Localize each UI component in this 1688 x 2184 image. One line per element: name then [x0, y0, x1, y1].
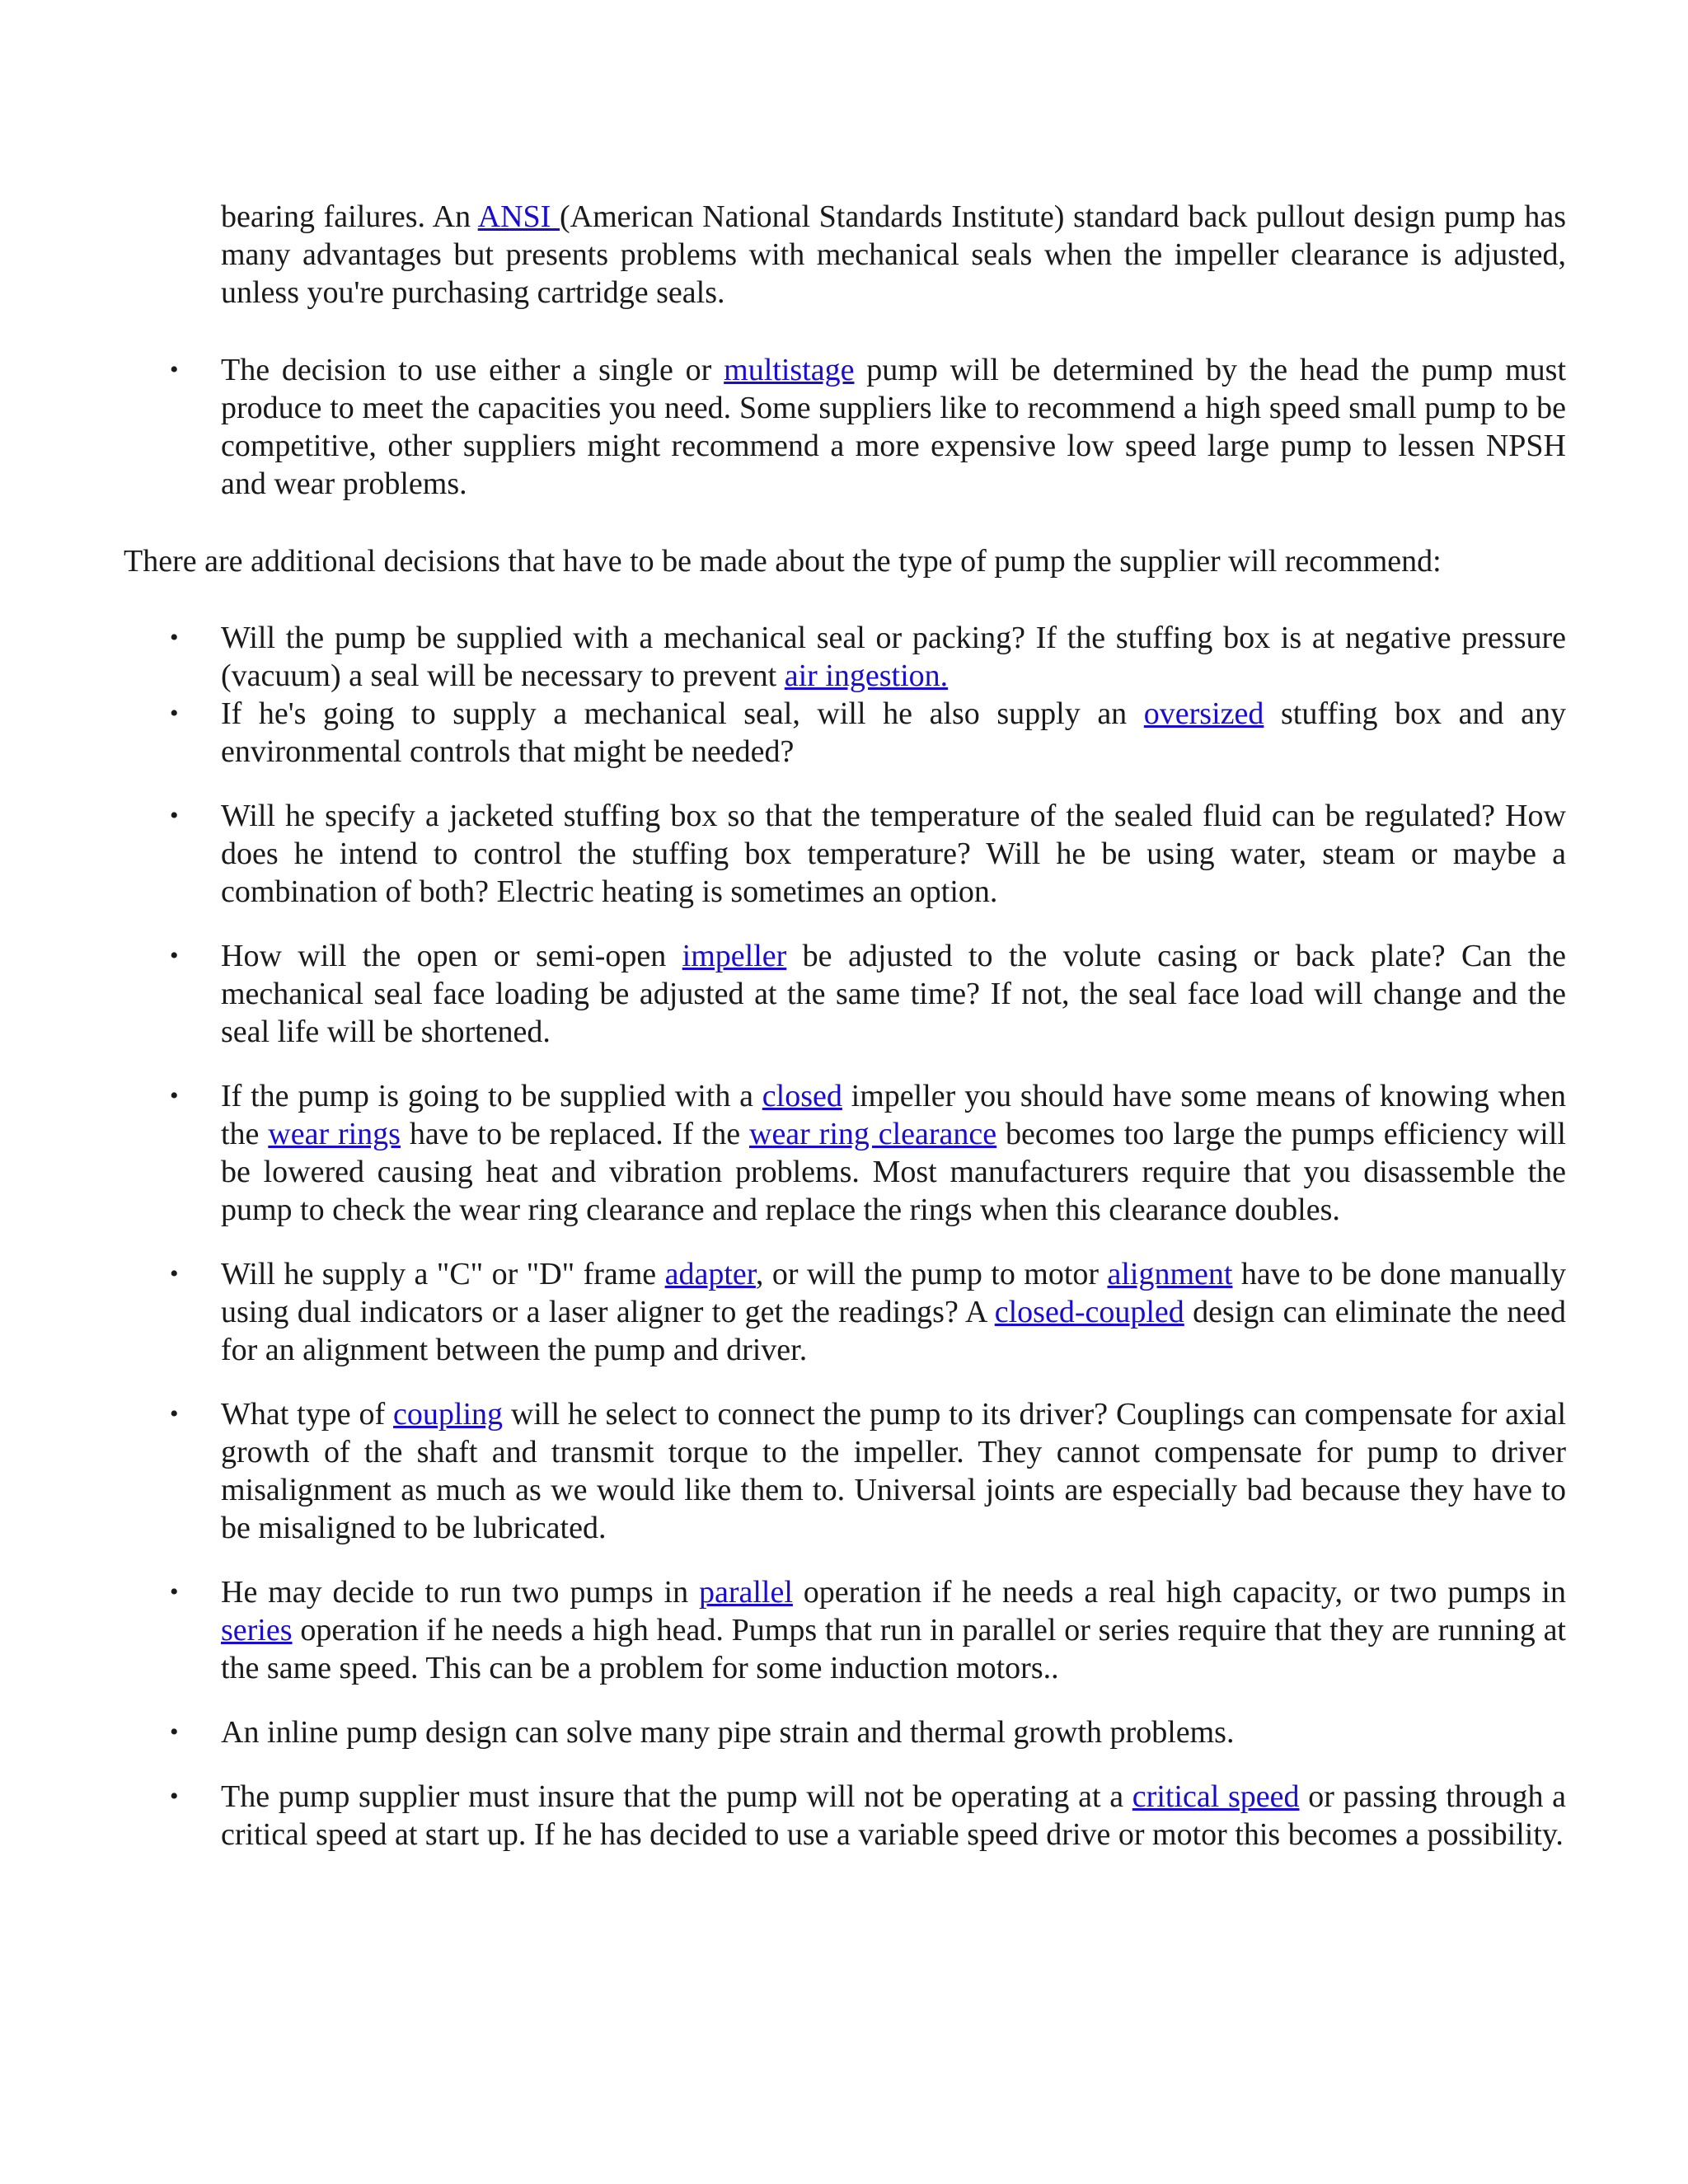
link-alignment[interactable]: alignment — [1107, 1257, 1233, 1291]
list-item-seal-or-packing — [124, 619, 1566, 695]
link-coupling[interactable]: coupling — [393, 1397, 504, 1432]
link-ansi[interactable]: ANSI — [477, 199, 560, 234]
text-segment: The pump supplier must insure that the pump will not be operating at a — [221, 1779, 1132, 1814]
link-critical-speed[interactable]: critical speed — [1132, 1779, 1300, 1814]
list-item-impeller — [124, 937, 1566, 1051]
text-segment: What type of — [221, 1397, 394, 1432]
text-segment: becomes too large the pumps efficiency will be lowered causing heat and vibration problems. Most manufacturers require that you disassemble the pump to check the wear ring clearance and replace the rings when this clearance doubles. — [221, 1117, 1566, 1227]
text-segment: bearing failures. An — [221, 199, 478, 234]
text-segment: operation if he needs a high head. Pumps that run in parallel or series require that they are running at the same speed. This can be a problem for some induction motors.. — [221, 1613, 1566, 1685]
continued-bullet-text — [124, 198, 1566, 312]
list-item-critical-speed — [124, 1778, 1566, 1854]
link-series[interactable]: series — [221, 1613, 293, 1647]
link-adapter[interactable]: adapter — [664, 1257, 756, 1291]
list-item-multistage — [124, 351, 1566, 503]
text-segment: operation if he needs a real high capacity, or two pumps in — [792, 1575, 1566, 1610]
text-segment: If he's going to supply a mechanical seal, will he also supply an — [221, 696, 1144, 731]
list-item-inline — [124, 1713, 1566, 1751]
text-segment: impeller you should have some means of knowing when the — [221, 1079, 1567, 1151]
link-impeller[interactable]: impeller — [682, 939, 787, 973]
text-segment: An inline pump design can solve many pipe strain and thermal growth problems. — [221, 1715, 1235, 1750]
link-oversized[interactable]: oversized — [1143, 696, 1264, 731]
intro-paragraph: There are additional decisions that have to be made about the type of pump the supplier will recommend: — [124, 544, 1442, 579]
list-item-parallel-series — [124, 1573, 1566, 1687]
text-segment: have to be replaced. If the — [400, 1117, 749, 1151]
link-wear-ring-clearance[interactable]: wear ring clearance — [749, 1117, 997, 1151]
bullet-icon: • — [170, 942, 179, 969]
text-segment: have to be done manually using dual indicators or a laser aligner to get the readings? A — [221, 1257, 1567, 1329]
text-segment: stuffing box and any environmental controls that might be needed? — [221, 696, 1567, 769]
link-wear-rings[interactable]: wear rings — [268, 1117, 401, 1151]
text-segment: , or will the pump to motor — [755, 1257, 1108, 1291]
bullet-icon: • — [170, 700, 179, 727]
list-item-oversized — [124, 695, 1566, 771]
list-item-coupling — [124, 1395, 1566, 1547]
text-segment: How will the open or semi-open — [221, 939, 682, 973]
text-segment: Will the pump be supplied with a mechanical seal or packing? If the stuffing box is at negative pressure (vacuum) a seal will be necessary to prevent — [221, 621, 1566, 693]
bullet-icon: • — [170, 1260, 179, 1287]
list-item-closed-impeller — [124, 1077, 1566, 1229]
text-segment: pump will be determined by the head the pump must produce to meet the capacities you need. Some suppliers like to recommend a high speed small pump to be competitive, other suppliers might recommend a more expensive low speed large pump to lessen NPSH and wear problems. — [221, 353, 1567, 501]
list-pump-type — [124, 351, 1566, 503]
text-segment: Will he specify a jacketed stuffing box so that the temperature of the sealed fluid can be regulated? How does he intend to control the stuffing box temperature? Will he be using water, steam or maybe a combination of both? Electric heating is sometimes an option. — [221, 799, 1566, 909]
link-closed[interactable]: closed — [762, 1079, 842, 1113]
text-segment: will he select to connect the pump to its driver? Couplings can compensate for axial growth of the shaft and transmit torque to the impeller. They cannot compensate for pump to driver misalignment as much as we would like them to. Universal joints are especially bad because they have to be misaligned to be lubricated. — [221, 1397, 1567, 1545]
bullet-icon: • — [170, 1400, 179, 1427]
bullet-icon: • — [170, 1578, 179, 1605]
bullet-icon: • — [170, 802, 179, 829]
list-additional-decisions — [124, 619, 1566, 1854]
link-multistage[interactable]: multistage — [724, 353, 855, 387]
bullet-icon: • — [170, 356, 179, 383]
bullet-icon: • — [170, 1783, 179, 1810]
text-segment: Will he supply a "C" or "D" frame — [221, 1257, 665, 1291]
text-segment: design can eliminate the need for an alignment between the pump and driver. — [221, 1295, 1566, 1367]
text-segment: (American National Standards Institute) standard back pullout design pump has many advantages but presents problems with mechanical seals when the impeller clearance is adjusted, unless you're purchasing cartridge seals. — [221, 199, 1566, 310]
text-segment: or passing through a critical speed at start up. If he has decided to use a variable speed drive or motor this becomes a possibility. — [221, 1779, 1566, 1852]
bullet-icon: • — [170, 624, 179, 651]
text-segment: If the pump is going to be supplied with a — [221, 1079, 762, 1113]
link-air-ingestion[interactable]: air ingestion. — [784, 658, 949, 693]
bullet-icon: • — [170, 1718, 179, 1746]
text-segment: be adjusted to the volute casing or back plate? Can the mechanical seal face loading be adjusted at the same time? If not, the seal face load will change and the seal life will be shortened. — [221, 939, 1566, 1049]
bullet-icon: • — [170, 1082, 179, 1109]
list-item-adapter — [124, 1255, 1566, 1369]
text-segment: He may decide to run two pumps in — [221, 1575, 699, 1610]
text-segment: The decision to use either a single or — [221, 353, 724, 387]
link-closed-coupled[interactable]: closed-coupled — [994, 1295, 1184, 1329]
document-page — [124, 198, 1566, 1880]
link-parallel[interactable]: parallel — [698, 1575, 793, 1610]
list-item-jacketed — [124, 797, 1566, 911]
